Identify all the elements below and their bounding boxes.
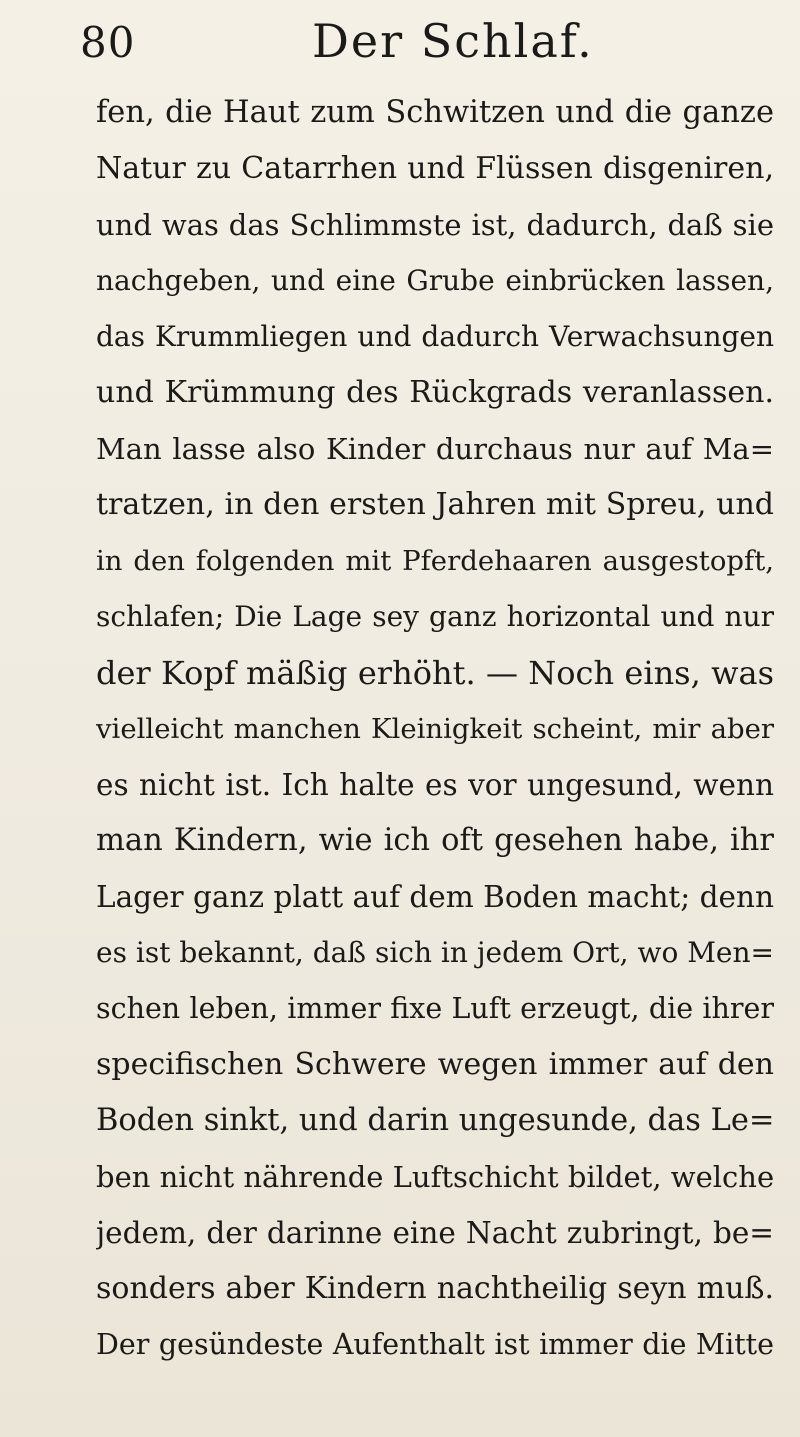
text-line: Man lasse also Kinder durchaus nur auf Ma=: [96, 432, 774, 466]
page-number: 80: [80, 18, 136, 67]
text-line: man Kindern, wie ich oft gesehen habe, ihr: [96, 823, 774, 858]
text-line: in den folgenden mit Pferdehaaren ausgestopft,: [96, 545, 774, 577]
text-line: es ist bekannt, daß sich in jedem Ort, wo Men=: [96, 936, 774, 969]
text-line: fen, die Haut zum Schwitzen und die ganze: [96, 95, 774, 130]
text-line: das Krummliegen und dadurch Verwachsungen: [96, 320, 774, 353]
text-line: nachgeben, und eine Grube einbrücken lassen,: [96, 264, 774, 297]
text-line: schen leben, immer fixe Luft erzeugt, die ihrer: [96, 992, 774, 1025]
text-line: und Krümmung des Rückgrads veranlassen.: [96, 375, 774, 410]
text-line: der Kopf mäßig erhöht. — Noch eins, was: [96, 654, 774, 692]
text-line: Der gesündeste Aufenthalt ist immer die Mitte: [96, 1328, 774, 1361]
text-line: schlafen; Die Lage sey ganz horizontal und nur: [96, 600, 774, 633]
text-line: Natur zu Catarrhen und Flüssen disgeniren,: [96, 151, 774, 186]
running-head: Der Schlaf.: [312, 14, 594, 68]
text-line: sonders aber Kindern nachtheilig seyn muß.: [96, 1271, 774, 1306]
text-line: ben nicht nährende Luftschicht bildet, welche: [96, 1160, 774, 1194]
text-line: es nicht ist. Ich halte es vor ungesund, wenn: [96, 768, 774, 802]
body-text: [96, 85, 774, 1373]
text-line: tratzen, in den ersten Jahren mit Spreu, und: [96, 487, 774, 522]
page-header: [80, 8, 750, 68]
text-line: specifischen Schwere wegen immer auf den: [96, 1047, 774, 1082]
text-line: Boden sinkt, und darin ungesunde, das Le=: [96, 1103, 774, 1138]
text-line: Lager ganz platt auf dem Boden macht; denn: [96, 880, 774, 914]
text-line: vielleicht manchen Kleinigkeit scheint, mir aber: [96, 713, 774, 745]
text-line: und was das Schlimmste ist, dadurch, daß sie: [96, 208, 774, 242]
text-line: jedem, der darinne eine Nacht zubringt, be=: [96, 1216, 774, 1250]
